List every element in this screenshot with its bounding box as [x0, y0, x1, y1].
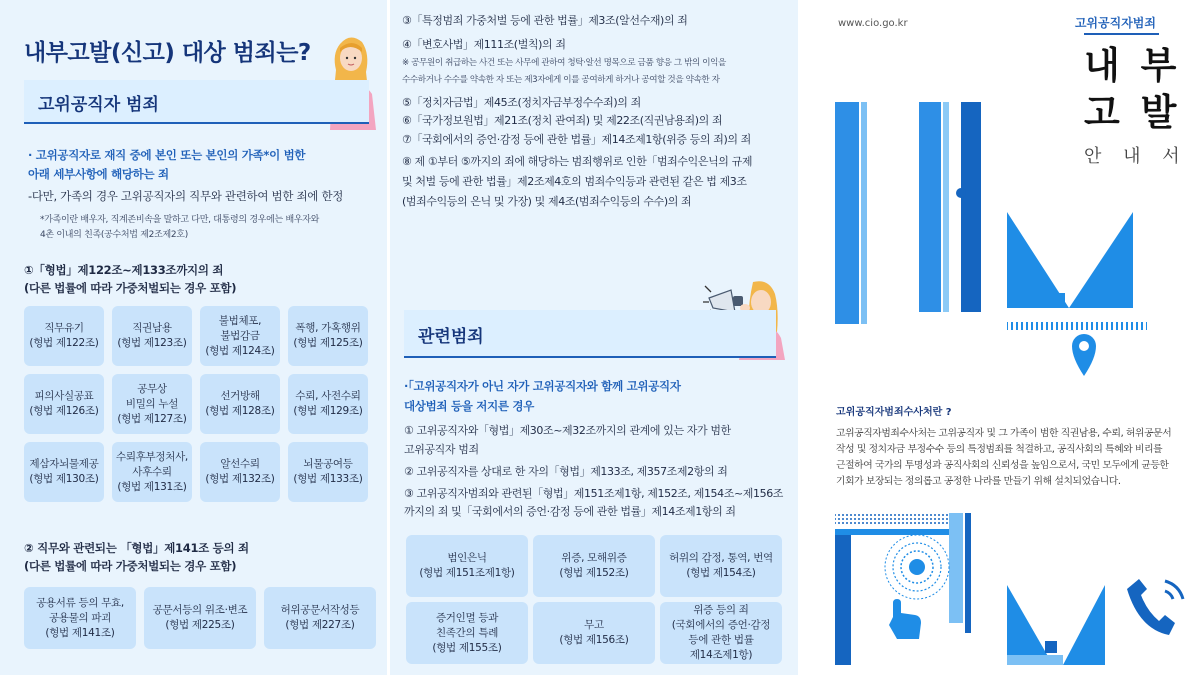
cover-subtitle: 안 내 서	[1084, 146, 1188, 167]
offense-box: 직권남용 (형법 제123조)	[112, 306, 192, 366]
law-list-line: ⑤「정치자금법」제45조(정치자금부정수수죄)의 죄	[402, 96, 641, 109]
about-text-line: 기회가 보장되는 정의롭고 공정한 나라를 만들기 위해 설치되었습니다.	[836, 476, 1121, 487]
law-list-line: 및 처벌 등에 관한 법률」제2조제4호의 범죄수익등과 관련된 같은 법 제3조	[402, 175, 747, 188]
criteria-panel	[0, 0, 387, 675]
offense-box: 피의사실공표 (형법 제126조)	[24, 374, 104, 434]
offense-box: 범인은닉 (형법 제151조제1항)	[406, 535, 528, 597]
about-title: 고위공직자범죄수사처란 ?	[836, 407, 952, 418]
title-rule	[1084, 33, 1159, 35]
bullet-line: · 고위공직자로 재직 중에 본인 또는 본인의 가족*이 범한	[28, 148, 306, 162]
related-line: ① 고위공직자와「형법」제30조~제32조까지의 관계에 있는 자가 범한	[404, 424, 731, 437]
law-list-line: ⑧ 제 ①부터 ⑤까지의 죄에 해당하는 범죄행위로 인한「범죄수익은닉의 규제	[402, 155, 753, 168]
footnote: 4촌 이내의 친족(공수처법 제2조제2호)	[40, 230, 188, 240]
law-list-line: ⑦「국회에서의 증언·감정 등에 관한 법률」제14조제1항(위증 등의 죄)의 죄	[402, 133, 751, 146]
offense-box: 수뢰, 사전수뢰 (형법 제129조)	[288, 374, 368, 434]
cover-graphic-upper	[801, 90, 1200, 400]
offense-box: 위증, 모해위증 (형법 제152조)	[533, 535, 655, 597]
law-list-line: ③「특정범죄 가중처벌 등에 관한 법률」제3조(알선수재)의 죄	[402, 14, 688, 27]
offense-box: 폭행, 가혹행위 (형법 제125조)	[288, 306, 368, 366]
section-banner-related	[404, 310, 776, 358]
offense-box: 증거인멸 등과 친족간의 특례 (형법 제155조)	[406, 602, 528, 664]
website-url: www.cio.go.kr	[838, 18, 908, 29]
related-line: 까지의 죄 및「국회에서의 증언·감정 등에 관한 법률」제14조제1항의 죄	[404, 505, 736, 518]
footnote: *가족이란 배우자, 직계존비속을 말하고 다만, 대통령의 경우에는 배우자와	[40, 215, 320, 225]
offense-box: 허위의 감정, 통역, 번역 (형법 제154조)	[660, 535, 782, 597]
offense-box: 공용서류 등의 무효, 공용물의 파괴 (형법 제141조)	[24, 587, 136, 649]
offense-box: 허위공문서작성등 (형법 제227조)	[264, 587, 376, 649]
offense-box: 제삼자뇌물제공 (형법 제130조)	[24, 442, 104, 502]
radial-burst-graphic	[885, 535, 949, 599]
offense-box: 위증 등의 죄 (국회에서의 증언·감정 등에 관한 법률 제14조제1항)	[660, 602, 782, 664]
cover-title-line2: 고 발	[1084, 91, 1181, 134]
publication-label: 고위공직자범죄	[1074, 16, 1156, 30]
offense-box: 공무상 비밀의 누설 (형법 제127조)	[112, 374, 192, 434]
law-list-line: ※ 공무원이 취급하는 사건 또는 사무에 관하여 청탁·알선 명목으로 금품 향응 그 밖의 이익을	[402, 58, 726, 68]
offense-box: 불법체포, 불법감금 (형법 제124조)	[200, 306, 280, 366]
law-list-line: ④「변호사법」제111조(벌칙)의 죄	[402, 38, 566, 51]
offense-box: 알선수뢰 (형법 제132조)	[200, 442, 280, 502]
related-line: ② 고위공직자를 상대로 한 자의「형법」제133조, 제357조제2항의 죄	[404, 465, 728, 478]
cover-panel	[801, 0, 1200, 675]
section-title: 관련범죄	[418, 327, 484, 347]
cover-graphic-lower	[801, 505, 1200, 675]
related-line: 대상범죄 등을 저지른 경우	[404, 399, 535, 413]
related-line: 고위공직자 범죄	[404, 443, 479, 456]
offense-box: 직무유기 (형법 제122조)	[24, 306, 104, 366]
group-heading: ①「형법」제122조~제133조까지의 죄	[24, 263, 224, 277]
about-text-line: 작성 및 정치자금 부정수수 등의 특정범죄를 척결하고, 공직사회의 특혜와 비리를	[836, 444, 1163, 455]
law-list-line: (범죄수익등의 은닉 및 가장) 및 제4조(범죄수익등의 수수)의 죄	[402, 195, 692, 208]
law-list-line: ⑥「국가정보원법」제21조(정치 관여죄) 및 제22조(직권남용죄)의 죄	[402, 114, 723, 127]
offense-box: 무고 (형법 제156조)	[533, 602, 655, 664]
group-heading: ② 직무와 관련되는 「형법」제141조 등의 죄	[24, 541, 249, 555]
related-line: ·「고위공직자가 아닌 자가 고위공직자와 함께 고위공직자	[404, 379, 681, 393]
section-title: 고위공직자 범죄	[38, 95, 159, 115]
offense-box: 수뢰후부정처사, 사후수뢰 (형법 제131조)	[112, 442, 192, 502]
group-heading: (다른 법률에 따라 가중처벌되는 경우 포함)	[24, 281, 237, 295]
related-crimes-panel	[390, 0, 798, 675]
offense-box: 뇌물공여등 (형법 제133조)	[288, 442, 368, 502]
related-line: ③ 고위공직자범죄와 관련된「형법」제151조제1항, 제152조, 제154조~제156조	[404, 487, 784, 500]
page-title: 내부고발(신고) 대상 범죄는?	[24, 40, 311, 66]
about-text-line: 고위공직자범죄수사처는 고위공직자 및 그 가족이 범한 직권남용, 수뢰, 허위공문서	[836, 428, 1172, 439]
cover-title-line1: 내 부	[1084, 44, 1181, 87]
phone-icon	[1127, 579, 1183, 635]
group-heading: (다른 법률에 따라 가중처벌되는 경우 포함)	[24, 559, 237, 573]
bullet-line: -다만, 가족의 경우 고위공직자의 직무와 관련하여 범한 죄에 한정	[28, 189, 344, 203]
offense-box: 공문서등의 위조·변조 (형법 제225조)	[144, 587, 256, 649]
offense-box: 선거방해 (형법 제128조)	[200, 374, 280, 434]
bullet-line: 아래 세부사항에 해당하는 죄	[28, 167, 169, 181]
law-list-line: 수수하거나 수수를 약속한 자 또는 제3자에게 이를 공여하게 하거나 공여할 것을 약속한 자	[402, 75, 720, 85]
about-text-line: 근절하여 국가의 투명성과 공직사회의 신뢰성을 높임으로서, 국민 모두에게 균등한	[836, 460, 1169, 471]
section-banner-high-officials	[24, 80, 369, 124]
